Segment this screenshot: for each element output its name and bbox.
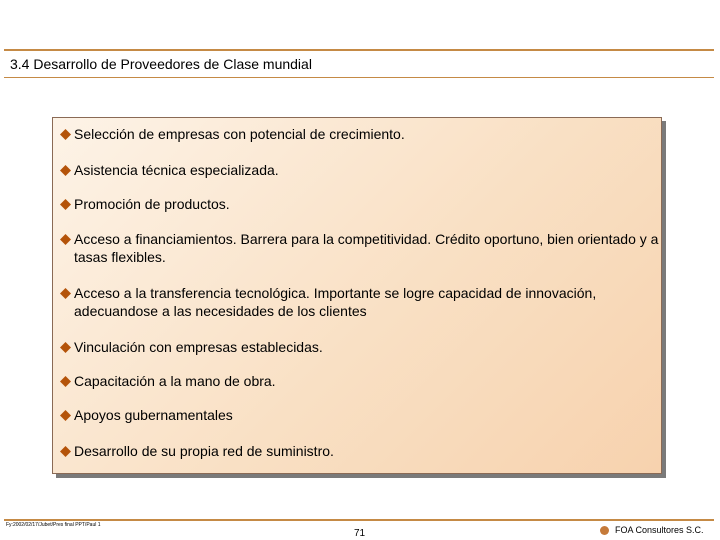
bullet-text: Selección de empresas con potencial de crecimiento. — [74, 126, 405, 142]
footer-file-path: Fy:2002/02/17/Jubet/Pres final PPT/Paul 1 — [6, 522, 101, 528]
footer-rule — [4, 519, 714, 521]
bullet-text: Asistencia técnica especializada. — [74, 162, 279, 178]
bullet-item — [60, 442, 660, 460]
company-name: FOA Consultores S.C. — [615, 525, 704, 535]
bullet-text: Capacitación a la mano de obra. — [74, 373, 276, 389]
bullet-item — [60, 125, 660, 143]
header-bottom-rule — [4, 77, 714, 78]
diamond-bullet-icon — [60, 129, 71, 140]
diamond-bullet-icon — [60, 376, 71, 387]
diamond-bullet-icon — [60, 165, 71, 176]
page-number: 71 — [354, 528, 366, 539]
bullet-text: Vinculación con empresas establecidas. — [74, 339, 323, 355]
company-footer — [600, 525, 704, 535]
bullet-text: Acceso a la transferencia tecnológica. Importante se logre capacidad de innovación, adecuandose a las necesidades de los clientes — [74, 285, 597, 319]
diamond-bullet-icon — [60, 234, 71, 245]
bullet-text: Promoción de productos. — [74, 196, 230, 212]
bullet-item — [60, 372, 660, 390]
slide-title: 3.4 Desarrollo de Proveedores de Clase mundial — [10, 56, 312, 72]
diamond-bullet-icon — [60, 199, 71, 210]
company-logo-icon — [600, 526, 609, 535]
diamond-bullet-icon — [60, 446, 71, 457]
diamond-bullet-icon — [60, 410, 71, 421]
bullet-text: Desarrollo de su propia red de suministro. — [74, 443, 334, 459]
diamond-bullet-icon — [60, 342, 71, 353]
bullet-text: Apoyos gubernamentales — [74, 407, 233, 423]
bullet-item — [60, 195, 660, 213]
bullet-text: Acceso a financiamientos. Barrera para la competitividad. Crédito oportuno, bien orientado y a tasas flexibles. — [74, 231, 659, 265]
bullet-item — [60, 338, 660, 356]
header-top-rule — [4, 49, 714, 51]
bullet-item — [60, 406, 660, 424]
diamond-bullet-icon — [60, 288, 71, 299]
bullet-item — [60, 284, 660, 320]
bullet-item — [60, 230, 660, 266]
bullet-item — [60, 161, 660, 179]
